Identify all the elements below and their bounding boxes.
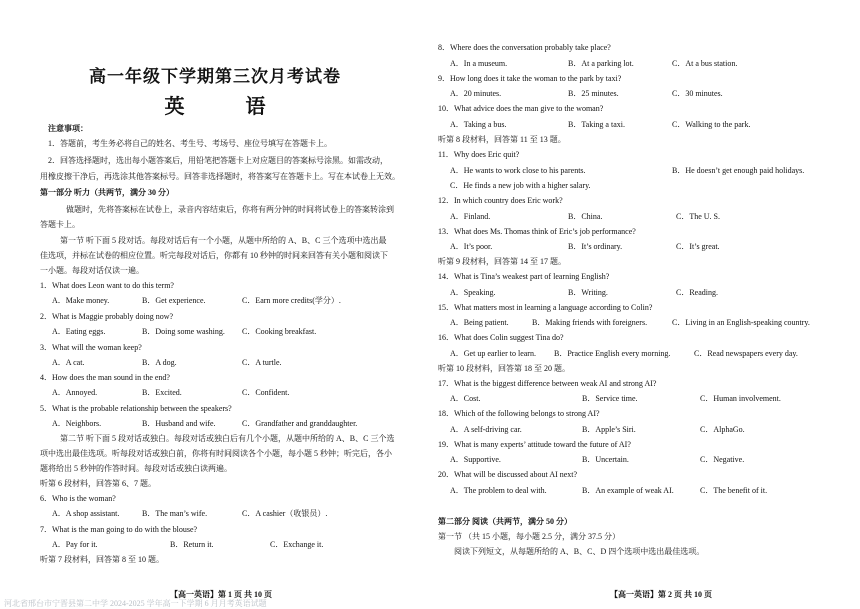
section1-instruction: 第一节 听下面 5 段对话。每段对话后有一个小题，从题中所给的 A、B、C 三个选项中选出最 — [60, 236, 387, 245]
option-c: C．A cashier（收银员）. — [242, 509, 328, 518]
question-stem: 18．Which of the following belongs to strong AI? — [438, 409, 600, 418]
option-c: C．Negative. — [700, 455, 745, 464]
option-b: B．Uncertain. — [582, 455, 629, 464]
option-c: C．Human involvement. — [700, 394, 781, 403]
question-stem: 15．What matters most in learning a language according to Colin? — [438, 303, 653, 312]
option-a: A．Neighbors. — [52, 419, 102, 428]
option-b: B．A dog. — [142, 358, 177, 367]
part1-intro: 做题时，先将答案标在试卷上，录音内容结束后，你将有两分钟的时间将试卷上的答案转涂到 — [66, 205, 394, 214]
option-a: A．A cat. — [52, 358, 85, 367]
question-stem: 8．Where does the conversation probably take place? — [438, 43, 611, 52]
option-c: C．Confident. — [242, 388, 290, 397]
option-c: C．Walking to the park. — [672, 120, 751, 129]
question-stem: 14．What is Tina’s weakest part of learning English? — [438, 272, 610, 281]
notice-item: 用橡皮擦干净后，再选涂其他答案标号。回答非选择题时，将答案写在答题卡上。写在本试卷上无效。 — [40, 172, 400, 181]
part2-instruction: 阅读下列短文，从每题所给的 A、B、C、D 四个选项中选出最佳选项。 — [454, 547, 705, 556]
option-b: B．Writing. — [568, 288, 608, 297]
option-a: A．Finland. — [450, 212, 491, 221]
option-a: A．Speaking. — [450, 288, 496, 297]
question-stem: 2．What is Maggie probably doing now? — [40, 312, 174, 321]
notice-item: 2．回答选择题时，选出每小题答案后，用铅笔把答题卡上对应题目的答案标号涂黑。如需改动， — [48, 156, 388, 165]
material-note: 听第 9 段材料，回答第 14 至 17 题。 — [438, 257, 566, 266]
part2-heading: 第二部分 阅读（共两节，满分 50 分） — [438, 517, 572, 526]
option-c: C．Grandfather and granddaughter. — [242, 419, 358, 428]
question-stem: 6．Who is the woman? — [40, 494, 116, 503]
option-c: C．It’s great. — [676, 242, 720, 251]
exam-subject: 英 语 — [164, 96, 294, 118]
option-a: A．20 minutes. — [450, 89, 502, 98]
option-b: B．An example of weak AI. — [582, 486, 674, 495]
section1-instruction: 佳选项，并标在试卷的相应位置。听完每段对话后，你都有 10 秒钟的时间来回答有关小题和阅读下 — [40, 251, 388, 260]
question-stem: 19．What is many experts’ attitude toward the future of AI? — [438, 440, 631, 449]
notice-heading: 注意事项： — [48, 124, 88, 133]
option-b: B．Husband and wife. — [142, 419, 216, 428]
question-stem: 10．What advice does the man give to the woman? — [438, 104, 604, 113]
option-c: C．Earn more credits(学分）. — [242, 296, 341, 305]
option-c: C．Exchange it. — [270, 540, 324, 549]
option-c: C．30 minutes. — [672, 89, 723, 98]
question-stem: 9．How long does it take the woman to the park by taxi? — [438, 74, 622, 83]
option-a: A．Annoyed. — [52, 388, 98, 397]
option-c: C．AlphaGo. — [700, 425, 745, 434]
option-b: B．Taking a taxi. — [568, 120, 625, 129]
option-b: B．Practice English every morning. — [554, 349, 671, 358]
material-note: 听第 7 段材料，回答第 8 至 10 题。 — [40, 555, 164, 564]
question-stem: 20．What will be discussed about AI next? — [438, 470, 578, 479]
option-c: C．The U. S. — [676, 212, 720, 221]
question-stem: 13．What does Ms. Thomas think of Eric’s job performance? — [438, 227, 636, 236]
material-note: 听第 6 段材料，回答第 6、7 题。 — [40, 479, 156, 488]
option-c: C．He finds a new job with a higher salary. — [450, 181, 591, 190]
option-a: A．Make money. — [52, 296, 110, 305]
notice-item: 1．答题前，考生务必将自己的姓名、考生号、考场号、座位号填写在答题卡上。 — [48, 139, 332, 148]
option-b: B．It’s ordinary. — [568, 242, 623, 251]
option-a: A．Taking a bus. — [450, 120, 507, 129]
option-b: B．Excited. — [142, 388, 182, 397]
option-b: B．Return it. — [170, 540, 214, 549]
option-a: A．Eating eggs. — [52, 327, 106, 336]
option-c: C．At a bus station. — [672, 59, 738, 68]
question-stem: 11．Why does Eric quit? — [438, 150, 520, 159]
question-stem: 16．What does Colin suggest Tina do? — [438, 333, 564, 342]
option-b: B．Doing some washing. — [142, 327, 225, 336]
option-a: A．The problem to deal with. — [450, 486, 547, 495]
page-footer: 【高一英语】第 2 页 共 10 页 — [610, 590, 712, 599]
option-b: B．Making friends with foreigners. — [532, 318, 648, 327]
option-a: A．Get up earlier to learn. — [450, 349, 536, 358]
question-stem: 12．In which country does Eric work? — [438, 196, 563, 205]
section2-instruction: 第二节 听下面 5 段对话或独白。每段对话或独白后有几个小题，从题中所给的 A、B、C 三个选 — [60, 434, 395, 443]
option-c: C．The benefit of it. — [700, 486, 768, 495]
question-stem: 1．What does Leon want to do this term? — [40, 281, 174, 290]
option-b: B．Service time. — [582, 394, 638, 403]
question-stem: 4．How does the man sound in the end? — [40, 373, 170, 382]
section2-instruction: 题将给出 5 秒钟的作答时间。每段对话或独白读两遍。 — [40, 464, 232, 473]
option-b: B．25 minutes. — [568, 89, 619, 98]
option-c: C．A turtle. — [242, 358, 282, 367]
option-a: A．A self-driving car. — [450, 425, 522, 434]
option-a: A．Cost. — [450, 394, 481, 403]
option-c: C．Read newspapers every day. — [694, 349, 798, 358]
option-a: A．Supportive. — [450, 455, 501, 464]
section2-instruction: 项中选出最佳选项。听每段对话或独白前，你将有时间阅读各个小题，每小题 5 秒钟；听完后，各小 — [40, 449, 392, 458]
option-a: A．It’s poor. — [450, 242, 493, 251]
option-a: A．A shop assistant. — [52, 509, 120, 518]
source-watermark: 河北省邢台市宁晋县第二中学 2024-2025 学年高一下学期 6 月月考英语试题 — [4, 599, 267, 608]
question-stem: 7．What is the man going to do with the blouse? — [40, 525, 198, 534]
question-stem: 5．What is the probable relationship between the speakers? — [40, 404, 232, 413]
option-b: B．The man’s wife. — [142, 509, 208, 518]
part2-section1: 第一节 （共 15 小题，每小题 2.5 分，满分 37.5 分） — [438, 532, 620, 541]
option-b: B．Get experience. — [142, 296, 206, 305]
question-stem: 3．What will the woman keep? — [40, 343, 142, 352]
material-note: 听第 8 段材料，回答第 11 至 13 题。 — [438, 135, 566, 144]
option-b: B．At a parking lot. — [568, 59, 634, 68]
question-stem: 17．What is the biggest difference between weak AI and strong AI? — [438, 379, 657, 388]
option-a: A．He wants to work close to his parents. — [450, 166, 586, 175]
page-footer: 【高一英语】第 1 页 共 10 页 — [170, 590, 272, 599]
option-a: A．In a museum. — [450, 59, 508, 68]
exam-title: 高一年级下学期第三次月考试卷 — [89, 67, 341, 86]
section1-instruction: 一小题。每段对话仅读一遍。 — [40, 266, 144, 275]
option-a: A．Pay for it. — [52, 540, 98, 549]
material-note: 听第 10 段材料，回答第 18 至 20 题。 — [438, 364, 570, 373]
option-b: B．He doesn’t get enough paid holidays. — [672, 166, 805, 175]
part1-intro: 答题卡上。 — [40, 220, 80, 229]
option-b: B．China. — [568, 212, 603, 221]
option-b: B．Apple’s Siri. — [582, 425, 636, 434]
part1-heading: 第一部分 听力（共两节，满分 30 分） — [40, 188, 174, 197]
option-a: A．Being patient. — [450, 318, 509, 327]
option-c: C．Reading. — [676, 288, 718, 297]
page-2 — [430, 0, 860, 608]
option-c: C．Living in an English-speaking country. — [672, 318, 810, 327]
page-1 — [0, 0, 430, 608]
option-c: C．Cooking breakfast. — [242, 327, 317, 336]
